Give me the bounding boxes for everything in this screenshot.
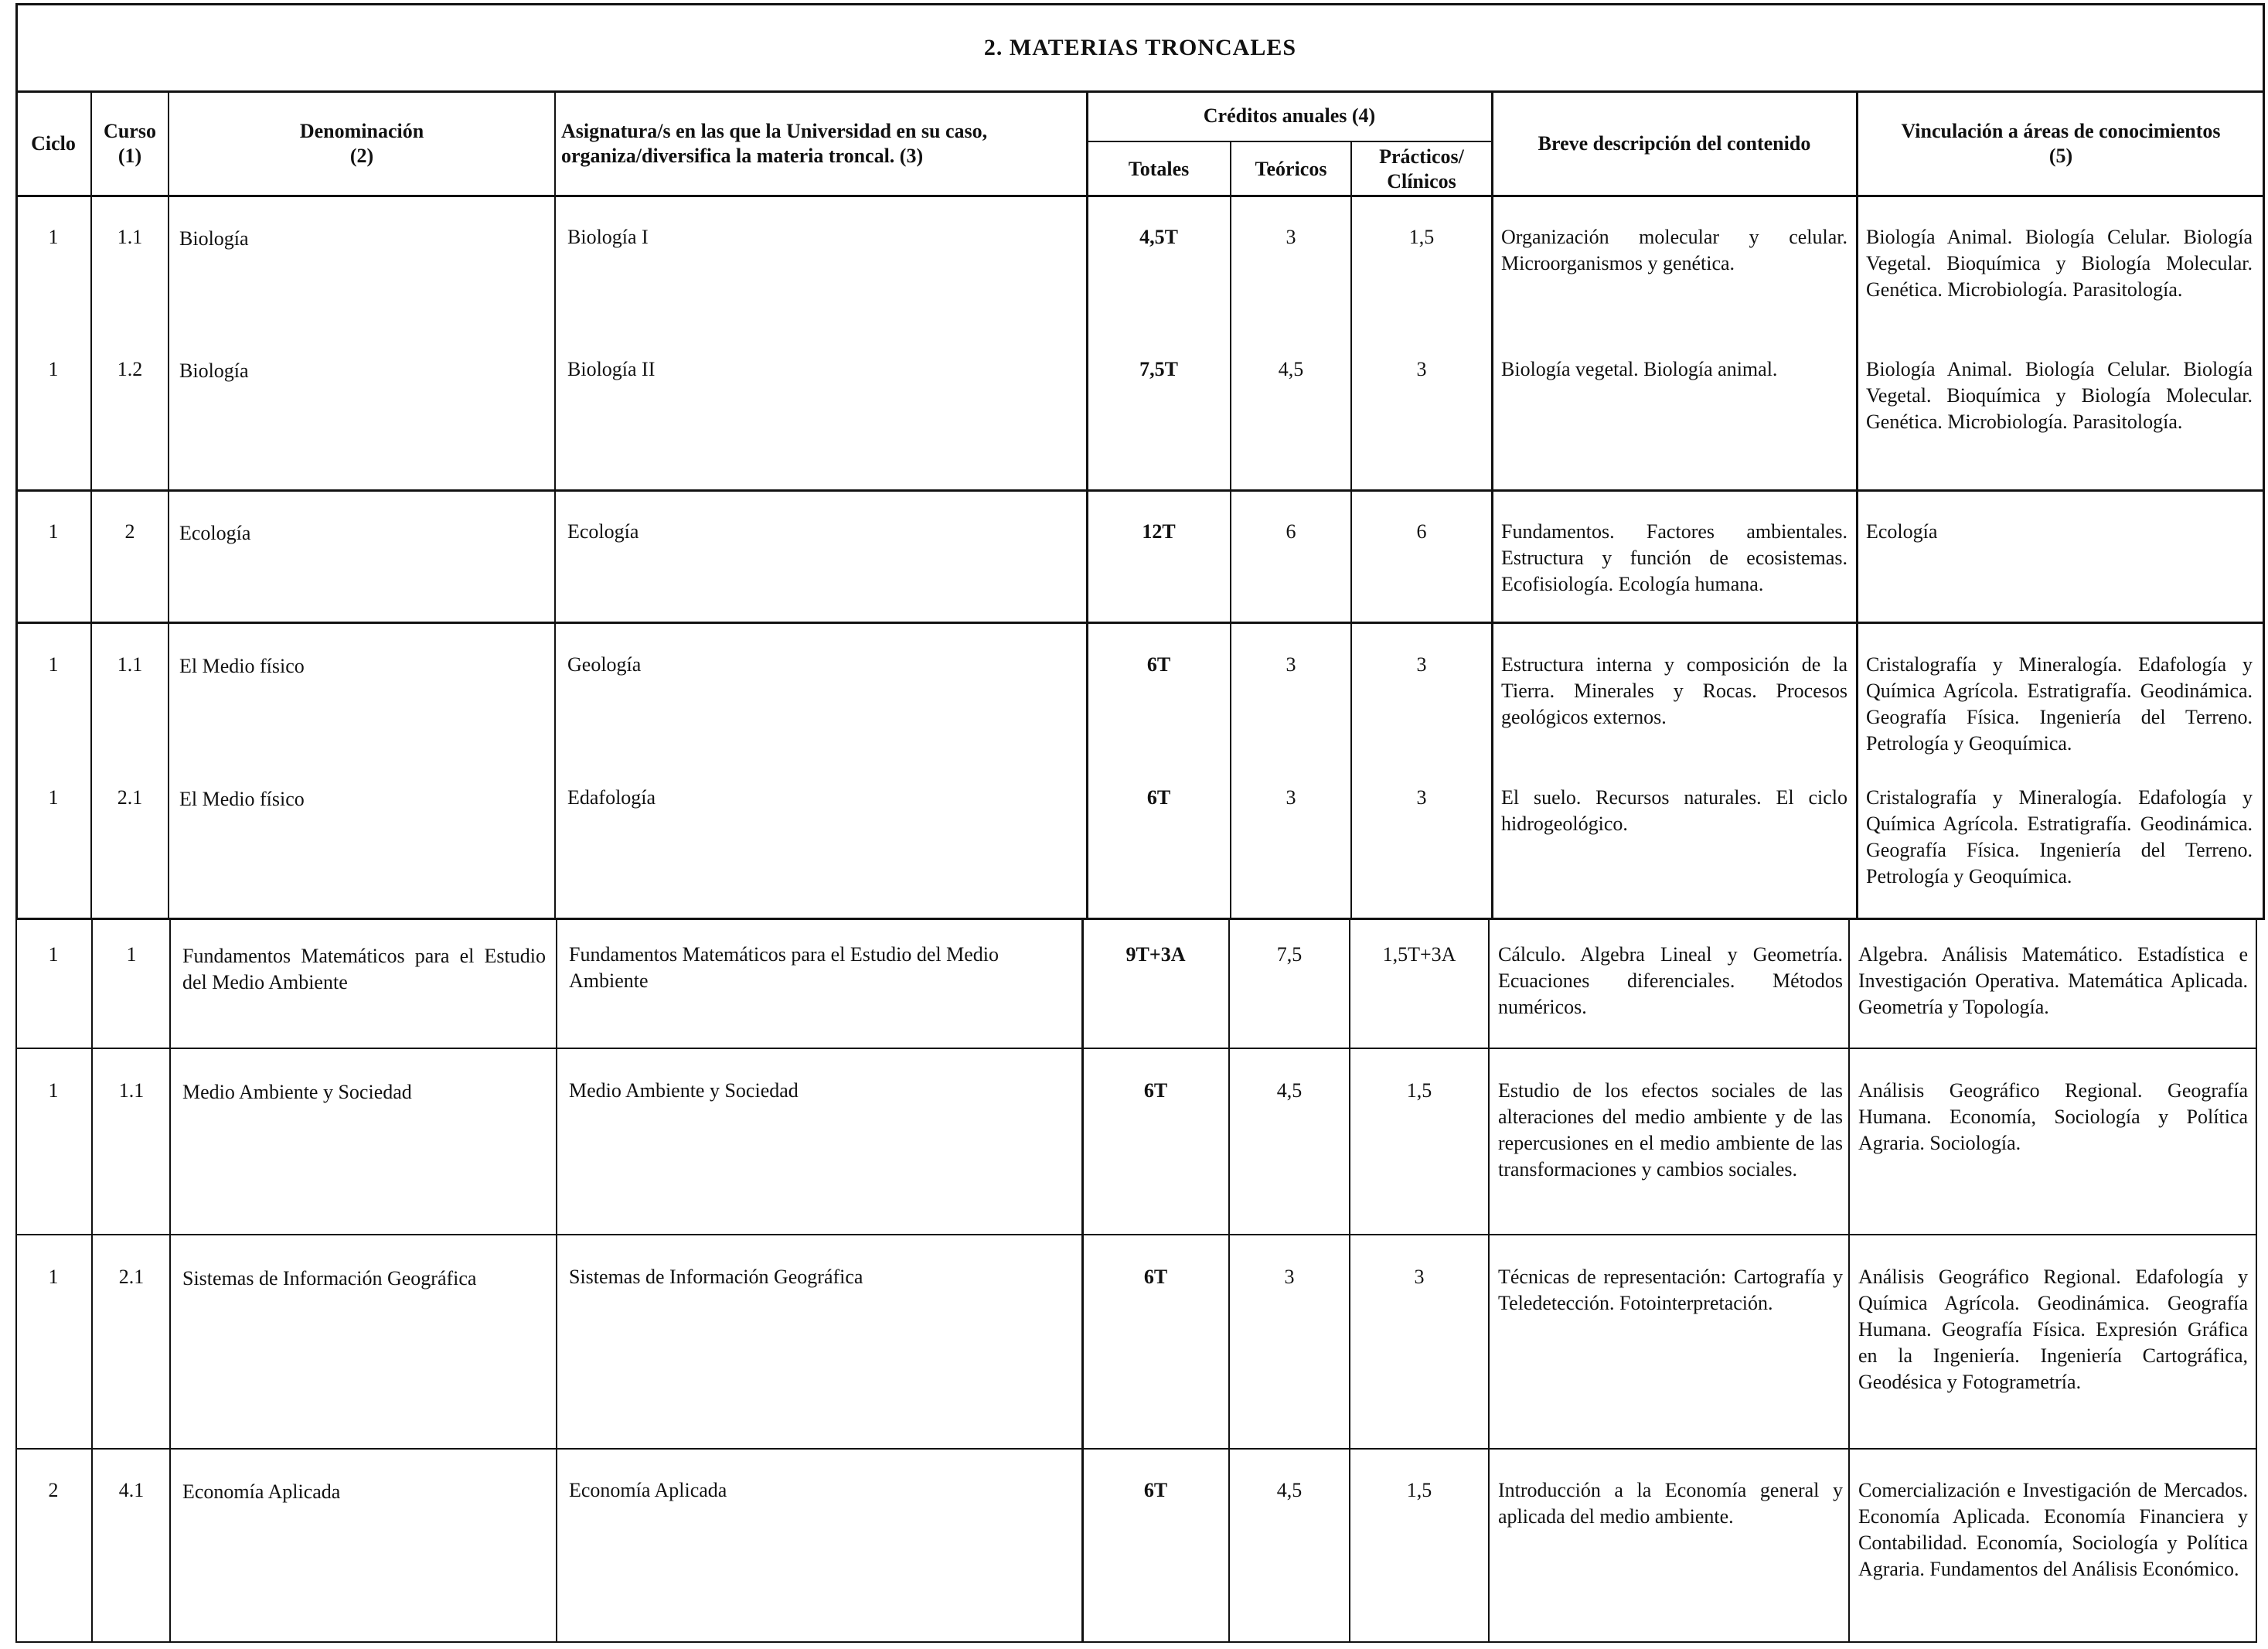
cell-vinculacion: Biología Animal. Biología Celular. Biología Vegetal. Bioquímica y Biología Molecular. Genética. Microbiología. Parasitología. xyxy=(1866,226,2253,301)
cell-ciclo: 1 xyxy=(48,520,59,543)
header-practicos: Prácticos/ Clínicos xyxy=(1379,145,1464,192)
cell-ciclo: 1 xyxy=(48,943,59,966)
cell-vinculacion: Biología Animal. Biología Celular. Biología Vegetal. Bioquímica y Biología Molecular. Genética. Microbiología. Parasitología. xyxy=(1866,358,2253,433)
cell-descripcion: Biología vegetal. Biología animal. xyxy=(1501,358,1778,380)
cell-curso: 2.1 xyxy=(117,786,143,809)
cell-asignatura: Geología xyxy=(567,653,642,676)
cell-ciclo: 1 xyxy=(48,358,59,380)
cell-totales: 12T xyxy=(1142,520,1176,543)
header-asignatura: Asignatura/s en las que la Universidad en su caso, organiza/diversifica la materia troncal. (3) xyxy=(561,120,988,167)
cell-vinculacion: Comercialización e Investigación de Mercados. Economía Aplicada. Economía Financiera y Contabilidad. Economía, Sociología y Política Agraria. Fundamentos del Análisis Económico. xyxy=(1858,1479,2248,1580)
cell-totales: 6T xyxy=(1143,1079,1168,1102)
cell-asignatura: Economía Aplicada xyxy=(569,1479,727,1501)
header-totales: Totales xyxy=(1128,157,1190,180)
header-vinculacion: Vinculación a áreas de conocimientos (5) xyxy=(1901,120,2221,167)
cell-denominacion: El Medio físico xyxy=(179,655,305,677)
cell-descripcion: Organización molecular y celular. Microorganismos y genética. xyxy=(1501,226,1847,274)
cell-teoricos: 3 xyxy=(1286,653,1296,676)
header-creditos: Créditos anuales (4) xyxy=(1203,104,1376,127)
header-ciclo: Ciclo xyxy=(31,132,76,155)
cell-asignatura: Edafología xyxy=(567,786,656,809)
cell-totales: 6T xyxy=(1146,786,1171,809)
cell-practicos: 1,5T+3A xyxy=(1382,943,1456,966)
cell-curso: 1.2 xyxy=(117,358,143,380)
cell-teoricos: 4,5 xyxy=(1276,1079,1303,1102)
cell-ciclo: 1 xyxy=(48,1266,59,1288)
cell-denominacion: Sistemas de Información Geográfica xyxy=(182,1267,477,1290)
cell-practicos: 1,5 xyxy=(1406,1479,1432,1501)
cell-curso: 1.1 xyxy=(117,226,143,248)
cell-denominacion: Ecología xyxy=(179,522,251,544)
cell-denominacion: Medio Ambiente y Sociedad xyxy=(182,1081,412,1103)
cell-curso: 1 xyxy=(126,943,137,966)
cell-curso: 4.1 xyxy=(118,1479,145,1501)
cell-descripcion: Estructura interna y composición de la Tierra. Minerales y Rocas. Procesos geológicos externos. xyxy=(1501,653,1847,728)
cell-practicos: 1,5 xyxy=(1408,226,1435,248)
cell-teoricos: 3 xyxy=(1284,1266,1295,1288)
cell-totales: 6T xyxy=(1146,653,1171,676)
cell-practicos: 3 xyxy=(1414,1266,1425,1288)
cell-descripcion: Técnicas de representación: Cartografía y Teledetección. Fotointerpretación. xyxy=(1498,1266,1843,1314)
header-denominacion: Denominación (2) xyxy=(299,120,424,167)
cell-descripcion: Introducción a la Economía general y aplicada del medio ambiente. xyxy=(1498,1479,1843,1528)
header-curso: Curso (1) xyxy=(104,120,156,167)
cell-vinculacion: Algebra. Análisis Matemático. Estadística e Investigación Operativa. Matemática Aplicada. Geometría y Topología. xyxy=(1858,943,2248,1018)
cell-practicos: 1,5 xyxy=(1406,1079,1432,1102)
cell-teoricos: 4,5 xyxy=(1276,1479,1303,1501)
cell-teoricos: 6 xyxy=(1286,520,1296,543)
cell-vinculacion: Cristalografía y Mineralogía. Edafología y Química Agrícola. Estratigrafía. Geodinámica. Geografía Física. Ingeniería del Terreno. Petrología y Geoquímica. xyxy=(1866,653,2253,755)
cell-practicos: 6 xyxy=(1416,520,1427,543)
cell-asignatura: Medio Ambiente y Sociedad xyxy=(569,1079,799,1102)
cell-teoricos: 4,5 xyxy=(1278,358,1304,380)
cell-descripcion: Cálculo. Algebra Lineal y Geometría. Ecuaciones diferenciales. Métodos numéricos. xyxy=(1498,943,1843,1018)
cell-vinculacion: Análisis Geográfico Regional. Edafología y Química Agrícola. Geodinámica. Geografía Humana. Geografía Física. Expresión Gráfica en la Ingeniería. Ingeniería Cartográfica, Geodésica y Fotogrametría. xyxy=(1858,1266,2248,1393)
cell-curso: 2.1 xyxy=(118,1266,145,1288)
cell-curso: 1.1 xyxy=(118,1079,145,1102)
cell-asignatura: Fundamentos Matemáticos para el Estudio del Medio Ambiente xyxy=(569,943,999,992)
cell-asignatura: Sistemas de Información Geográfica xyxy=(569,1266,863,1288)
cell-denominacion: El Medio físico xyxy=(179,788,305,810)
cell-totales: 4,5T xyxy=(1139,226,1178,248)
cell-descripcion: Estudio de los efectos sociales de las alteraciones del medio ambiente y de las repercusiones en el medio ambiente de las transformaciones y cambios sociales. xyxy=(1498,1079,1843,1181)
cell-teoricos: 3 xyxy=(1286,226,1296,248)
cell-denominacion: Fundamentos Matemáticos para el Estudio del Medio Ambiente xyxy=(182,945,546,993)
cell-descripcion: El suelo. Recursos naturales. El ciclo hidrogeológico. xyxy=(1501,786,1847,835)
cell-denominacion: Economía Aplicada xyxy=(182,1480,341,1503)
cell-totales: 7,5T xyxy=(1139,358,1178,380)
cell-asignatura: Biología II xyxy=(567,358,656,380)
cell-totales: 6T xyxy=(1143,1479,1168,1501)
cell-totales: 9T+3A xyxy=(1125,943,1186,966)
cell-denominacion: Biología xyxy=(179,227,249,250)
cell-teoricos: 7,5 xyxy=(1276,943,1303,966)
section-title: 2. MATERIAS TRONCALES xyxy=(15,3,2265,93)
cell-ciclo: 1 xyxy=(48,1079,59,1102)
header-descripcion: Breve descripción del contenido xyxy=(1538,132,1811,155)
cell-ciclo: 1 xyxy=(48,226,59,248)
cell-vinculacion: Cristalografía y Mineralogía. Edafología y Química Agrícola. Estratigrafía. Geodinámica. Geografía Física. Ingeniería del Terreno. Petrología y Geoquímica. xyxy=(1866,786,2253,888)
cell-totales: 6T xyxy=(1143,1266,1168,1288)
cell-vinculacion: Ecología xyxy=(1866,520,1938,543)
cell-teoricos: 3 xyxy=(1286,786,1296,809)
cell-asignatura: Biología I xyxy=(567,226,649,248)
cell-practicos: 3 xyxy=(1416,653,1427,676)
cell-ciclo: 1 xyxy=(48,653,59,676)
cell-ciclo: 2 xyxy=(48,1479,59,1501)
header-teoricos: Teóricos xyxy=(1255,157,1327,180)
cell-ciclo: 1 xyxy=(48,786,59,809)
cell-practicos: 3 xyxy=(1416,358,1427,380)
table-block-ecologia xyxy=(15,489,2265,624)
cell-denominacion: Biología xyxy=(179,359,249,382)
cell-curso: 2 xyxy=(124,520,135,543)
cell-vinculacion: Análisis Geográfico Regional. Geografía Humana. Economía, Sociología y Política Agraria. Sociología. xyxy=(1858,1079,2248,1154)
cell-practicos: 3 xyxy=(1416,786,1427,809)
cell-descripcion: Fundamentos. Factores ambientales. Estructura y función de ecosistemas. Ecofisiología. Ecología humana. xyxy=(1501,520,1847,595)
cell-asignatura: Ecología xyxy=(567,520,639,543)
cell-curso: 1.1 xyxy=(117,653,143,676)
